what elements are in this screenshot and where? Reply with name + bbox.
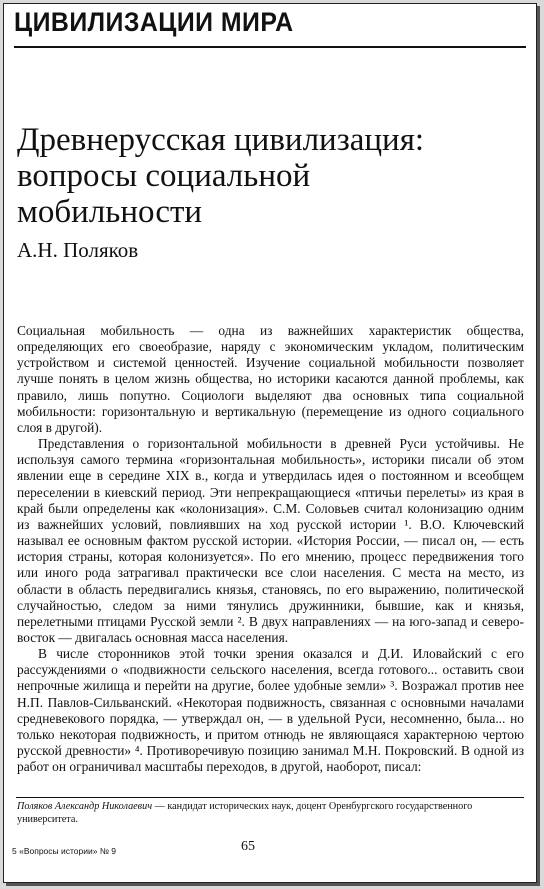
author-footnote [17, 801, 524, 826]
footnote-text: — кандидат исторических наук, доцент Оренбургского государственного университета. [17, 801, 473, 825]
paragraph: В числе сторонников этой точки зрения оказался и Д.И. Иловайский с его рассуждениями о «подвижности сельского населения, всегда готового... оставить свои непрочные жилища и перейти на другие, более удобные земли» ³. Возражал против нее Н.П. Павлов-Сильванский. «Некоторая подвижность, связанная с основными началами средневекового порядка, — утверждал он, — в удельной Руси, несомненно, была... но только некоторая подвижность, и притом отнюдь не являющаяся характерною чертою русской древности» ⁴. Противоречивую позицию занимал М.Н. Покровский. В одной из работ он ограничивал масштабы переходов, в другой, наоборот, писал: [17, 646, 524, 775]
article-title: Древнерусская цивилизация: вопросы социальной мобильности [17, 122, 425, 231]
page-number: 65 [241, 839, 255, 854]
rubric-divider [14, 46, 526, 48]
paragraph: Представления о горизонтальной мобильности в древней Руси устойчивы. Не используя самого термина «горизонтальная мобильность», историки писали об этом явлении еще в середине XIX в., когда и утвердилась идея о постоянном и всеобщем переселении в киевский период. Эти непрекращающиеся «птичьи перелеты» из края в край были определены как «колонизация». С.М. Соловьев считал колонизацию одним из важнейших условий, повлиявших на ход русской истории ¹. В.О. Ключевский называл ее основным фактом русской истории. «История России, — писал он, — есть история страны, которая колонизуется». По его мнению, процесс передвижения того или иного рода затрагивал практически все слои населения. С места на место, из области в область передвигались князья, становясь, по его выражению, политической случайностью, следом за ними тянулись дружинники, бывшие, как и князья, перелетными птицами Русской земли ². В двух направлениях — на юго-запад и северо-восток — двигалась основная масса населения. [17, 436, 524, 645]
article-body [17, 323, 524, 775]
paragraph: Социальная мобильность — одна из важнейших характеристик общества, определяющих его своеобразие, наряду с экономическим укладом, политическим устройством и системой ценностей. Изучение социальной мобильности позволяет лучше понять в целом жизнь общества, но историки касаются данной проблемы, как правило, лишь попутно. Социологи выделяют два основных типа социальной мобильности: горизонтальную и вертикальную (перемещение из одного социального слоя в другой). [17, 323, 524, 435]
section-rubric: ЦИВИЛИЗАЦИИ МИРА [14, 7, 294, 37]
footnote-author-name: Поляков Александр Николаевич [17, 801, 153, 812]
journal-page [3, 3, 537, 883]
footnote-divider [16, 797, 524, 798]
journal-issue-label: 5 «Вопросы истории» № 9 [12, 846, 117, 856]
article-author: А.Н. Поляков [17, 238, 139, 262]
